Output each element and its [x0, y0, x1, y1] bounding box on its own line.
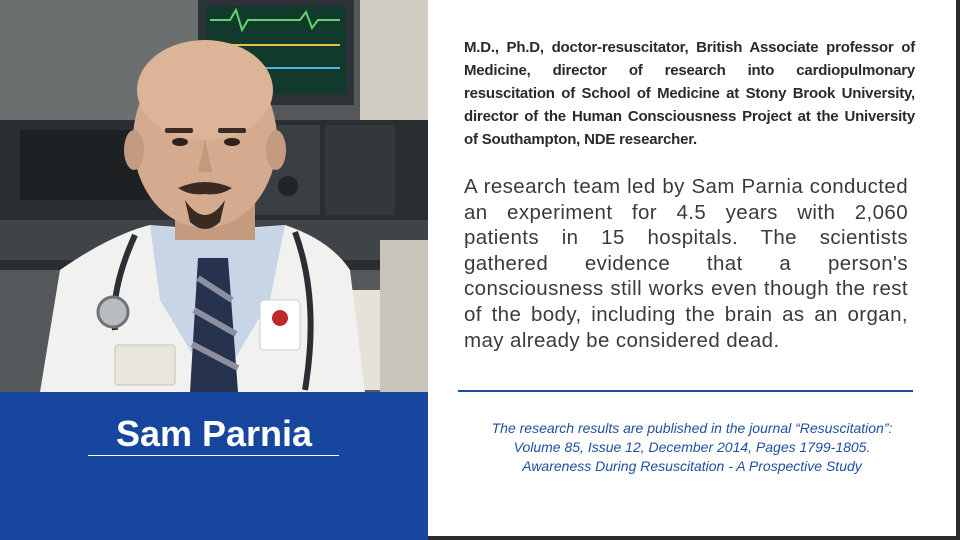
person-name: Sam Parnia [115, 413, 313, 454]
name-panel [0, 392, 428, 540]
portrait-illustration [0, 0, 428, 392]
citation-line-1: The research results are published in the journal “Resuscitation”: [491, 420, 893, 436]
citation-block [464, 419, 920, 476]
slide-border-right [956, 0, 960, 540]
citation-line-2: Volume 85, Issue 12, December 2014, Pages 1799-1805. [513, 439, 871, 455]
portrait-photo [0, 0, 428, 392]
name-underline [88, 455, 339, 456]
slide-border-bottom [428, 536, 960, 540]
section-divider [458, 390, 913, 392]
citation-line-3: Awareness During Resuscitation - A Prospective Study [522, 458, 862, 474]
person-bio: M.D., Ph.D, doctor-resuscitator, British Associate professor of Medicine, director of research into cardiopulmonary resuscitation of School of Medicine at Stony Brook University, director of the Human Consciousness Project at the University of Southampton, NDE researcher. [464, 39, 915, 148]
research-description: A research team led by Sam Parnia conducted an experiment for 4.5 years with 2,060 patients in 15 hospitals. The scientists gathered evidence that a person's consciousness still works even though the rest of the body, including the brain as an organ, may already be considered dead. [464, 175, 908, 352]
